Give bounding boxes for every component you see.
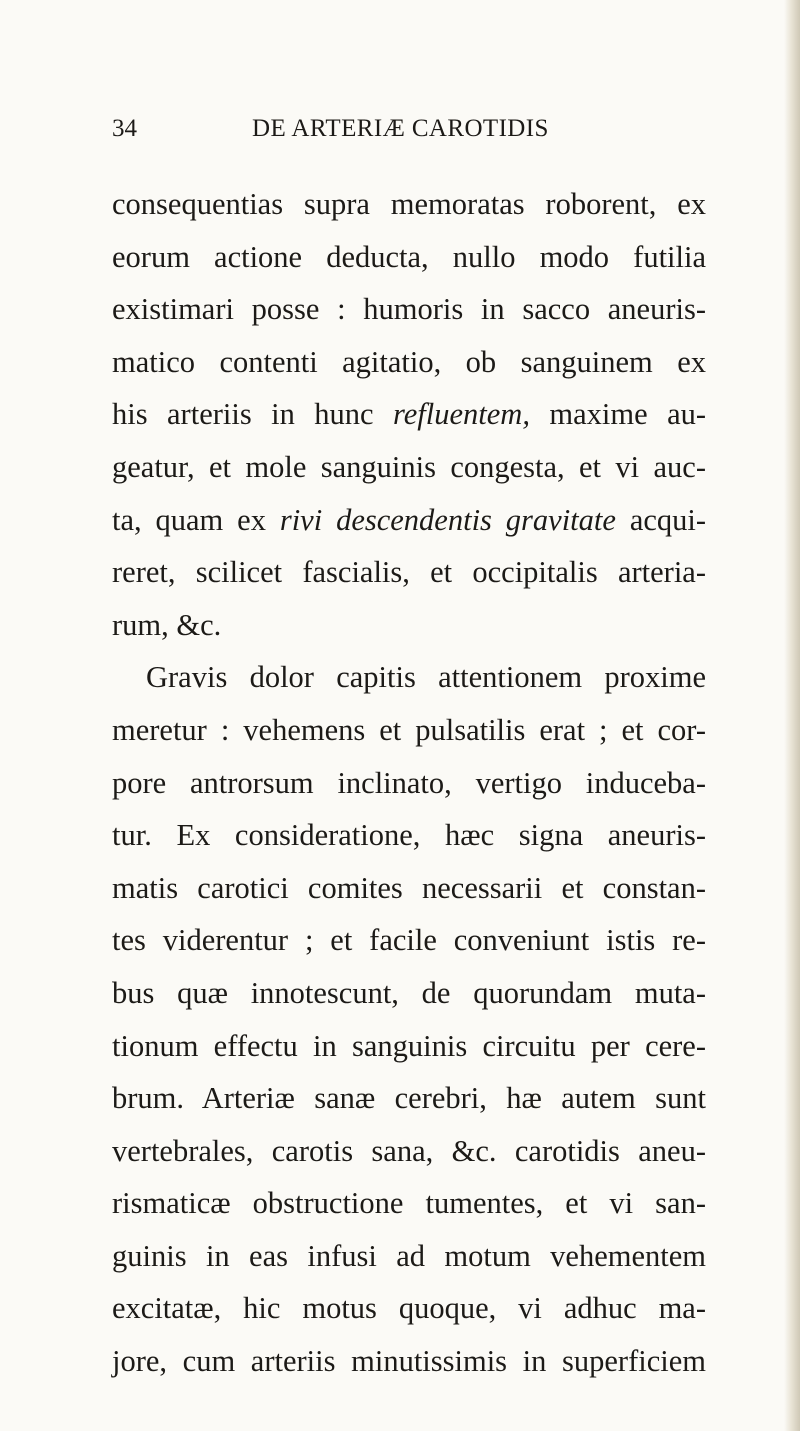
running-head <box>112 111 712 147</box>
text-line-7-part-3: acqui- <box>629 502 707 537</box>
text-line-18: brum. Arteriæ sanæ cerebri, hæ autem sunt <box>112 1081 706 1116</box>
text-line-14: matis carotici comites necessarii et constan- <box>112 870 706 905</box>
text-line-5 <box>112 388 706 441</box>
text-line-15: tes viderentur ; et facile conveniunt istis re- <box>112 923 706 958</box>
text-line-8: reret, scilicet fascialis, et occipitalis arteria- <box>112 555 706 590</box>
text-line-16: bus quæ innotescunt, de quorundam muta- <box>112 975 706 1010</box>
text-line-5-part-1: his arteriis in hunc <box>112 397 374 432</box>
page-edge-shadow <box>784 0 800 1431</box>
text-line-7 <box>112 494 706 547</box>
italic-refluentem: refluentem, <box>393 397 530 432</box>
text-line-4: matico contenti agitatio, ob sanguinem ex <box>112 344 706 379</box>
text-line-9: rum, &c. <box>112 607 222 642</box>
running-title: DE ARTERIÆ CAROTIDIS <box>252 115 549 142</box>
text-line-19: vertebrales, carotis sana, &c. carotidis aneu- <box>112 1133 706 1168</box>
text-line-5-part-3: maxime au- <box>549 397 707 432</box>
text-line-7-part-1: ta, quam ex <box>112 502 266 537</box>
text-line-12: pore antrorsum inclinato, vertigo induceba- <box>112 765 706 800</box>
text-line-23: jore, cum arteriis minutissimis in superficiem <box>112 1344 706 1379</box>
text-line-22: excitatæ, hic motus quoque, vi adhuc ma- <box>112 1291 706 1326</box>
text-line-6: geatur, et mole sanguinis congesta, et vi auc- <box>112 449 706 484</box>
text-line-17: tionum effectu in sanguinis circuitu per cere- <box>112 1028 706 1063</box>
text-line-13: tur. Ex consideratione, hæc signa aneuris- <box>112 818 706 853</box>
italic-rivi-descendentis-gravitate: rivi descendentis gravitate <box>279 502 616 537</box>
body-text <box>112 178 706 1388</box>
text-line-3: existimari posse : humoris in sacco aneuris- <box>112 292 706 327</box>
text-line-21: guinis in eas infusi ad motum vehementem <box>112 1238 706 1273</box>
page-number: 34 <box>112 115 137 142</box>
text-line-20: rismaticæ obstructione tumentes, et vi san- <box>112 1186 706 1221</box>
text-line-10: Gravis dolor capitis attentionem proxime <box>146 660 706 695</box>
text-line-2: eorum actione deducta, nullo modo futilia <box>112 239 706 274</box>
text-line-1: consequentias supra memoratas roborent, ex <box>112 187 706 221</box>
text-line-11: meretur : vehemens et pulsatilis erat ; et cor- <box>112 712 706 747</box>
